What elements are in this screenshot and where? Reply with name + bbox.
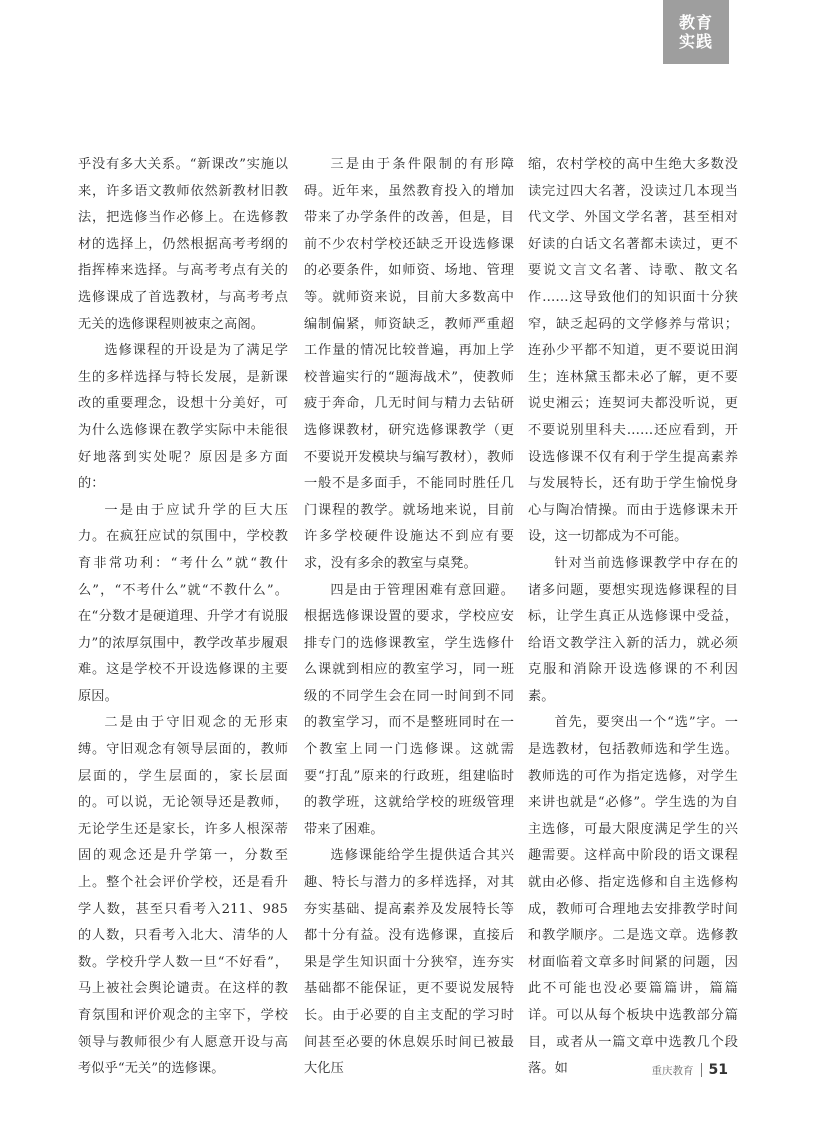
- paragraph: 三是由于条件限制的有形障碍。近年来，虽然教育投入的增加带来了办学条件的改善，但是，目前不少农村学校还缺乏开设选修课的必要条件，如师资、场地、管理等。就师资来说，目前大多数高中编制偏紧，师资缺乏，教师严重超工作量的情况比较普遍，再加上学校普遍实行的“题海战术”，使教师疲于奔命，几无时间与精力去钻研选修课教材，研究选修课教学（更不要说开发模块与编写教材），教师一般不是多面手，不能同时胜任几门课程的教学。就场地来说，目前许多学校硬件设施达不到应有要求，没有多余的教室与桌凳。: [304, 157, 514, 571]
- paragraph: 选修课程的开设是为了满足学生的多样选择与特长发展，是新课改的重要理念，设想十分美好，可为什么选修课在教学实际中未能很好地落到实处呢？原因是多方面的：: [78, 343, 288, 492]
- paragraph: 缩，农村学校的高中生绝大多数没读完过四大名著，没读过几本现当代文学、外国文学名著，甚至相对好读的白话文名著都未读过，更不要说文言文名著、诗歌、散文名作……这导致他们的知识面十分狭窄，缺乏起码的文学修养与常识；连孙少平都不知道，更不要说田润生；连林黛玉都未必了解，更不要说史湘云；连契诃夫都没听说，更不要说别里科夫……还应看到，开设选修课不仅有利于学生提高素养与发展特长，还有助于学生愉悦身心与陶冶情操。而由于选修课未开设，这一切都成为不可能。: [528, 157, 738, 545]
- text-column-3: [528, 152, 738, 1083]
- journal-name: 重庆教育: [651, 1064, 694, 1077]
- paragraph: 针对当前选修课教学中存在的诸多问题，要想实现选修课程的目标，让学生真正从选修课中受益，给语文教学注入新的活力，就必须克服和消除开设选修课的不利因素。: [528, 555, 738, 704]
- paragraph: 一是由于应试升学的巨大压力。在疯狂应试的氛围中，学校教育非常功利：“考什么”就“教什么”，“不考什么”就“不教什么”。在“分数才是硬道理、升学才有说服力”的浓厚氛围中，教学改革步履艰难。这是学校不开设选修课的主要原因。: [78, 502, 288, 704]
- paragraph: 二是由于守旧观念的无形束缚。守旧观念有领导层面的，教师层面的，学生层面的，家长层面的。可以说，无论领导还是教师，无论学生还是家长，许多人根深蒂固的观念还是升学第一，分数至上。整个社会评价学校，还是看升学人数，甚至只看考入211、985的人数，只看考入北大、清华的人数。学校升学人数一旦“不好看”，马上被社会舆论谴责。在这样的教育氛围和评价观念的主宰下，学校领导与教师很少有人愿意开设与高考似乎“无关”的选修课。: [78, 715, 288, 1077]
- paragraph: 乎没有多大关系。“新课改”实施以来，许多语文教师依然新教材旧教法，把选修当作必修上。在选修教材的选择上，仍然根据高考考纲的指挥棒来选择。与高考考点有关的选修课成了首选教材，与高考考点无关的选修课程则被束之高阁。: [78, 157, 288, 332]
- page-number: 51: [708, 1062, 728, 1078]
- section-tag-line2: 实践: [678, 32, 713, 51]
- text-column-1: [78, 152, 288, 1083]
- section-tag: [663, 0, 729, 64]
- paragraph: 四是由于管理困难有意回避。根据选修课设置的要求，学校应安排专门的选修课教室，学生选修什么课就到相应的教室学习，同一班级的不同学生会在同一时间到不同的教室学习，而不是整班同时在一个教室上同一门选修课。这就需要“打乱”原来的行政班，组建临时的教学班，这就给学校的班级管理带来了困难。: [304, 582, 514, 837]
- footer-divider: [701, 1063, 702, 1077]
- paragraph: 首先，要突出一个“选”字。一是选教材，包括教师选和学生选。教师选的可作为指定选修，对学生来讲也就是“必修”。学生选的为自主选修，可最大限度满足学生的兴趣需要。这样高中阶段的语文课程就由必修、指定选修和自主选修构成，教师可合理地去安排教学时间和教学顺序。二是选文章。选修教材面临着文章多时间紧的问题，因此不可能也没必要篇篇讲，篇篇详。可以从每个板块中选教部分篇目，或者从一篇文章中选教几个段落。如: [528, 715, 738, 1077]
- page-footer: [652, 1062, 728, 1078]
- text-column-2: [304, 152, 514, 1083]
- paragraph: 选修课能给学生提供适合其兴趣、特长与潜力的多样选择，对其夯实基础、提高素养及发展特长等都十分有益。没有选修课，直接后果是学生知识面十分狭窄，连夯实基础都不能保证，更不要说发展特长。由于必要的自主支配的学习时间甚至必要的休息娱乐时间已被最大化压: [304, 848, 514, 1077]
- section-tag-line1: 教育: [678, 13, 713, 32]
